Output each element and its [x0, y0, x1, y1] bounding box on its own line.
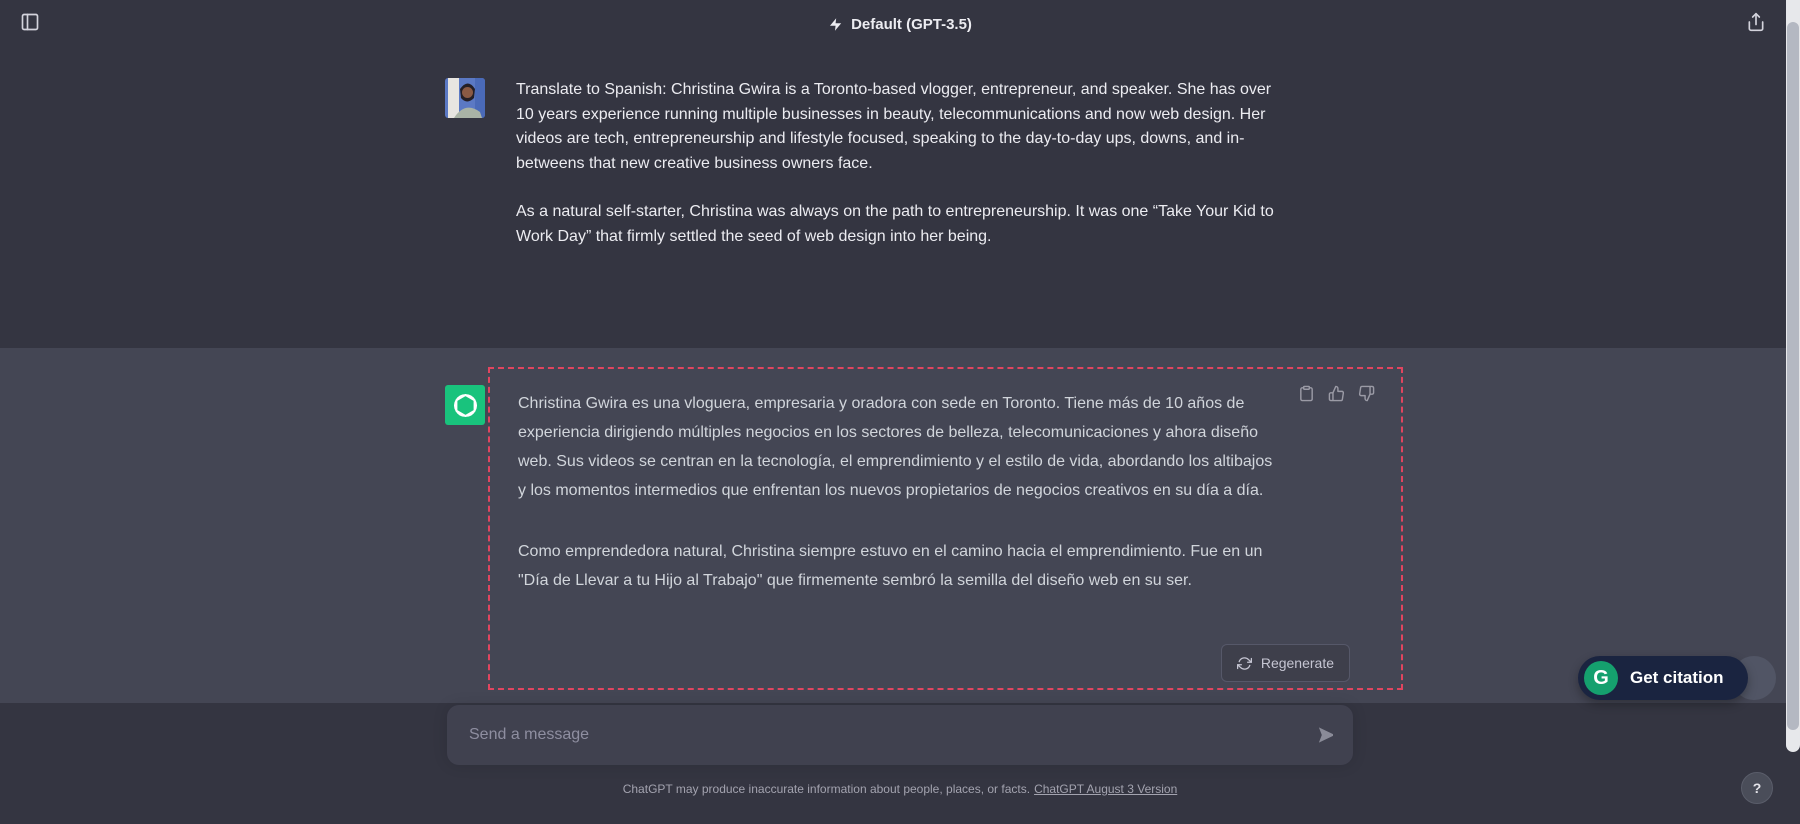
copy-button[interactable]: [1298, 385, 1315, 402]
scrollbar-track[interactable]: [1786, 0, 1800, 752]
assistant-paragraph: Como emprendedora natural, Christina siempre estuvo en el camino hacia el emprendimiento. Fue en un "Día de Llevar a tu Hijo al Trabajo" que firmemente sembró la semilla del diseño web en su ser.: [518, 543, 1263, 589]
top-bar: [0, 0, 1800, 48]
share-button[interactable]: [1746, 12, 1766, 32]
model-title-label: Default (GPT-3.5): [851, 15, 972, 33]
send-icon: [1313, 733, 1333, 748]
user-avatar: [445, 78, 485, 118]
user-message: [0, 48, 1800, 348]
thumbs-down-icon: [1358, 390, 1375, 405]
user-paragraph: As a natural self-starter, Christina was always on the path to entrepreneurship. It was one “Take Your Kid to Work Day” that firmly settled the seed of web design into her being.: [516, 203, 1274, 245]
response-actions: [1298, 385, 1375, 402]
user-message-text: [516, 78, 1282, 249]
get-citation-label: Get citation: [1630, 668, 1724, 687]
message-composer: [447, 705, 1353, 765]
sidebar-toggle-button[interactable]: [20, 12, 40, 32]
regenerate-button[interactable]: [1221, 644, 1350, 682]
thumbs-down-button[interactable]: [1358, 385, 1375, 402]
send-button[interactable]: [1307, 719, 1339, 751]
thumbs-up-button[interactable]: [1328, 385, 1345, 402]
regenerate-label: Regenerate: [1260, 655, 1334, 671]
grammarly-g-icon: G: [1584, 661, 1618, 695]
thumbs-up-icon: [1328, 390, 1345, 405]
conversation: [0, 48, 1800, 703]
version-link[interactable]: ChatGPT August 3 Version: [1034, 782, 1178, 796]
zap-icon: [828, 17, 843, 32]
copy-icon: [1298, 390, 1315, 405]
composer-area: [0, 705, 1800, 796]
help-button[interactable]: [1741, 772, 1773, 804]
assistant-message: [0, 348, 1800, 703]
refresh-icon: [1237, 656, 1252, 671]
share-icon: [1746, 20, 1766, 35]
disclaimer-text: ChatGPT may produce inaccurate information about people, places, or facts.: [622, 782, 1031, 796]
assistant-message-text: [518, 389, 1278, 595]
openai-logo-icon: [452, 392, 479, 419]
model-title: [828, 0, 972, 48]
assistant-paragraph: Christina Gwira es una vloguera, empresaria y oradora con sede en Toronto. Tiene más de 10 años de experiencia dirigiendo múltiples negocios en los sectores de belleza, telecomunicaciones y ahora diseño web. Sus videos se centran en la tecnología, el emprendimiento y el estilo de vida, abordando los altibajos y los momentos intermedios que enfrentan los nuevos propietarios de negocios creativos en su día a día.: [518, 395, 1273, 499]
grammarly-get-citation-button[interactable]: [1578, 656, 1748, 700]
sidebar-toggle-icon: [20, 20, 40, 35]
message-input[interactable]: [447, 705, 1353, 765]
chatgpt-avatar: [445, 385, 485, 425]
scrollbar-thumb[interactable]: [1787, 22, 1799, 730]
user-paragraph: Translate to Spanish: Christina Gwira is a Toronto-based vlogger, entrepreneur, and speaker. She has over 10 years experience running multiple businesses in beauty, telecommunications and now web design. Her videos are tech, entrepreneurship and lifestyle focused, speaking to the day-to-day ups, downs, and in-betweens that new creative business owners face.: [516, 81, 1272, 172]
question-icon: ?: [1752, 780, 1762, 796]
footer-disclaimer: [0, 782, 1800, 796]
response-selection-box: [488, 367, 1403, 690]
